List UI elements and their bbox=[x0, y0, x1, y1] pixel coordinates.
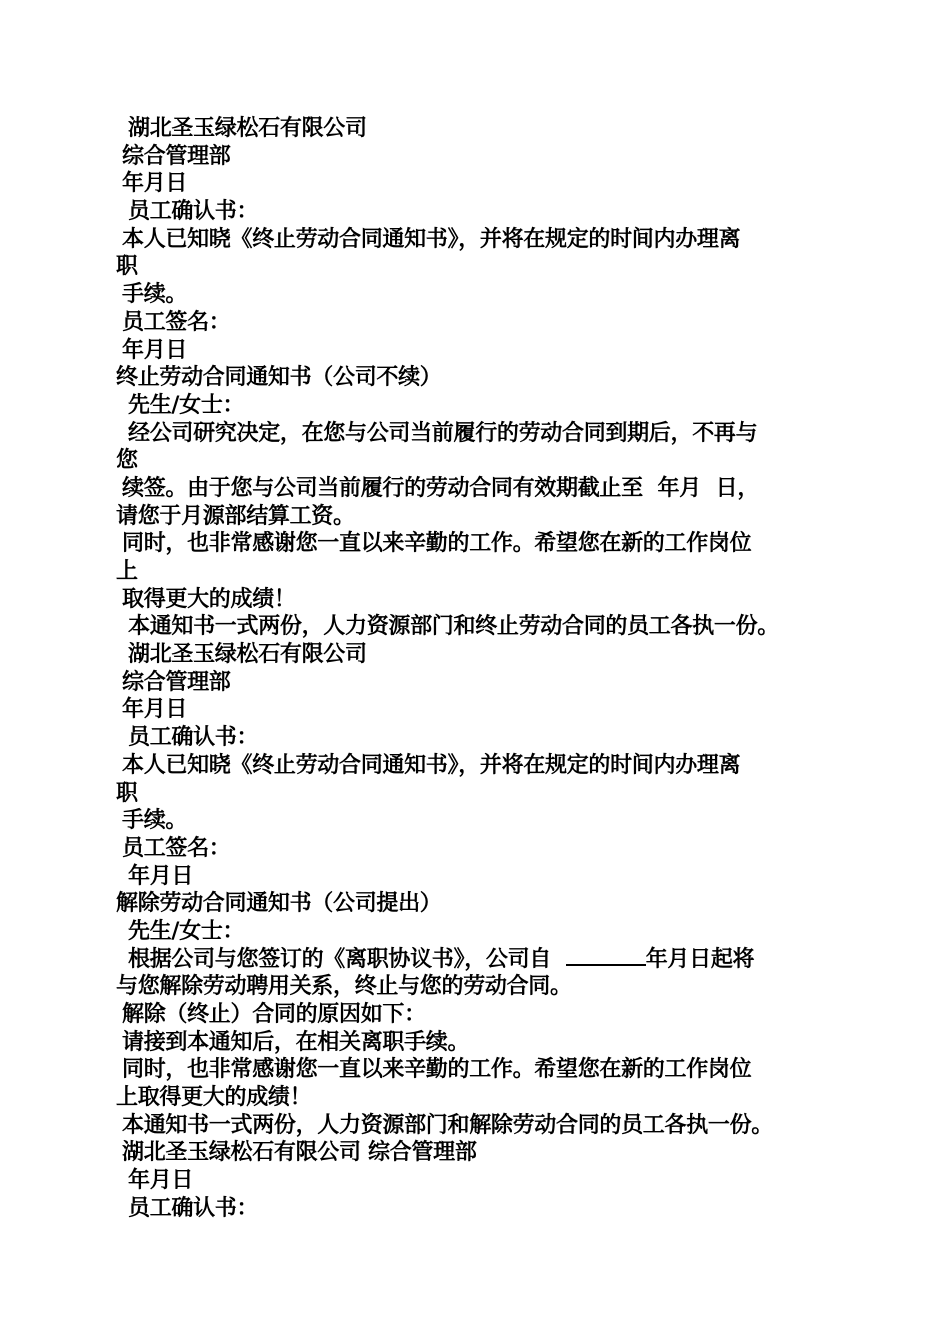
notice-paragraph: 请您于月源部结算工资。 bbox=[116, 503, 355, 529]
notice-paragraph: 取得更大的成绩！ bbox=[122, 586, 296, 612]
notice-paragraph: 与您解除劳动聘用关系，终止与您的劳动合同。 bbox=[116, 974, 572, 1000]
department-name: 综合管理部 bbox=[122, 143, 231, 169]
employee-confirmation-heading: 员工确认书： bbox=[128, 199, 259, 225]
date-line: 年月日 bbox=[122, 697, 188, 723]
date-line: 年月日 bbox=[128, 863, 194, 889]
confirmation-text: 职 bbox=[116, 780, 138, 806]
date-line: 年月日 bbox=[122, 337, 188, 363]
notice-title: 终止劳动合同通知书（公司不续） bbox=[116, 365, 442, 391]
notice-paragraph: 续签。由于您与公司当前履行的劳动合同有效期截止至 年月 日， bbox=[122, 475, 760, 501]
notice-paragraph: 本通知书一式两份，人力资源部门和终止劳动合同的员工各执一份。 bbox=[128, 614, 780, 640]
date-line: 年月日 bbox=[128, 1168, 194, 1194]
salutation: 先生/女士： bbox=[128, 392, 245, 418]
employee-confirmation-heading: 员工确认书： bbox=[128, 1195, 259, 1221]
notice-text: 年月日起将 bbox=[645, 946, 755, 972]
notice-paragraph: 上取得更大的成绩！ bbox=[116, 1085, 312, 1111]
notice-paragraph: 请接到本通知后，在相关离职手续。 bbox=[122, 1029, 470, 1055]
company-department-line: 湖北圣玉绿松石有限公司 综合管理部 bbox=[122, 1140, 477, 1166]
confirmation-text: 手续。 bbox=[122, 808, 188, 834]
notice-paragraph: 经公司研究决定，在您与公司当前履行的劳动合同到期后，不再与 bbox=[128, 420, 758, 446]
notice-paragraph: 本通知书一式两份，人力资源部门和解除劳动合同的员工各执一份。 bbox=[122, 1112, 774, 1138]
date-blank bbox=[566, 946, 646, 966]
confirmation-text: 本人已知晓《终止劳动合同通知书》，并将在规定的时间内办理离 bbox=[122, 226, 741, 252]
employee-confirmation-heading: 员工确认书： bbox=[128, 725, 259, 751]
notice-paragraph: 您 bbox=[116, 448, 138, 474]
company-name: 湖北圣玉绿松石有限公司 bbox=[128, 642, 367, 668]
date-line: 年月日 bbox=[122, 171, 188, 197]
confirmation-text: 手续。 bbox=[122, 282, 188, 308]
confirmation-text: 本人已知晓《终止劳动合同通知书》，并将在规定的时间内办理离 bbox=[122, 752, 741, 778]
salutation: 先生/女士： bbox=[128, 918, 245, 944]
notice-text: 根据公司与您签订的《离职协议书》，公司自 bbox=[128, 946, 552, 972]
notice-paragraph bbox=[116, 946, 846, 974]
department-name: 综合管理部 bbox=[122, 669, 231, 695]
document-body bbox=[116, 115, 846, 1223]
employee-signature-label: 员工签名： bbox=[122, 835, 231, 861]
notice-paragraph: 同时，也非常感谢您一直以来辛勤的工作。希望您在新的工作岗位 bbox=[122, 531, 752, 557]
notice-paragraph: 同时，也非常感谢您一直以来辛勤的工作。希望您在新的工作岗位 bbox=[122, 1057, 752, 1083]
notice-paragraph: 上 bbox=[116, 559, 138, 584]
company-name: 湖北圣玉绿松石有限公司 bbox=[128, 116, 367, 141]
termination-reason-label: 解除（终止）合同的原因如下： bbox=[122, 1002, 426, 1027]
employee-signature-label: 员工签名： bbox=[122, 309, 231, 335]
notice-title: 解除劳动合同通知书（公司提出） bbox=[116, 891, 442, 917]
confirmation-text: 职 bbox=[116, 254, 138, 280]
